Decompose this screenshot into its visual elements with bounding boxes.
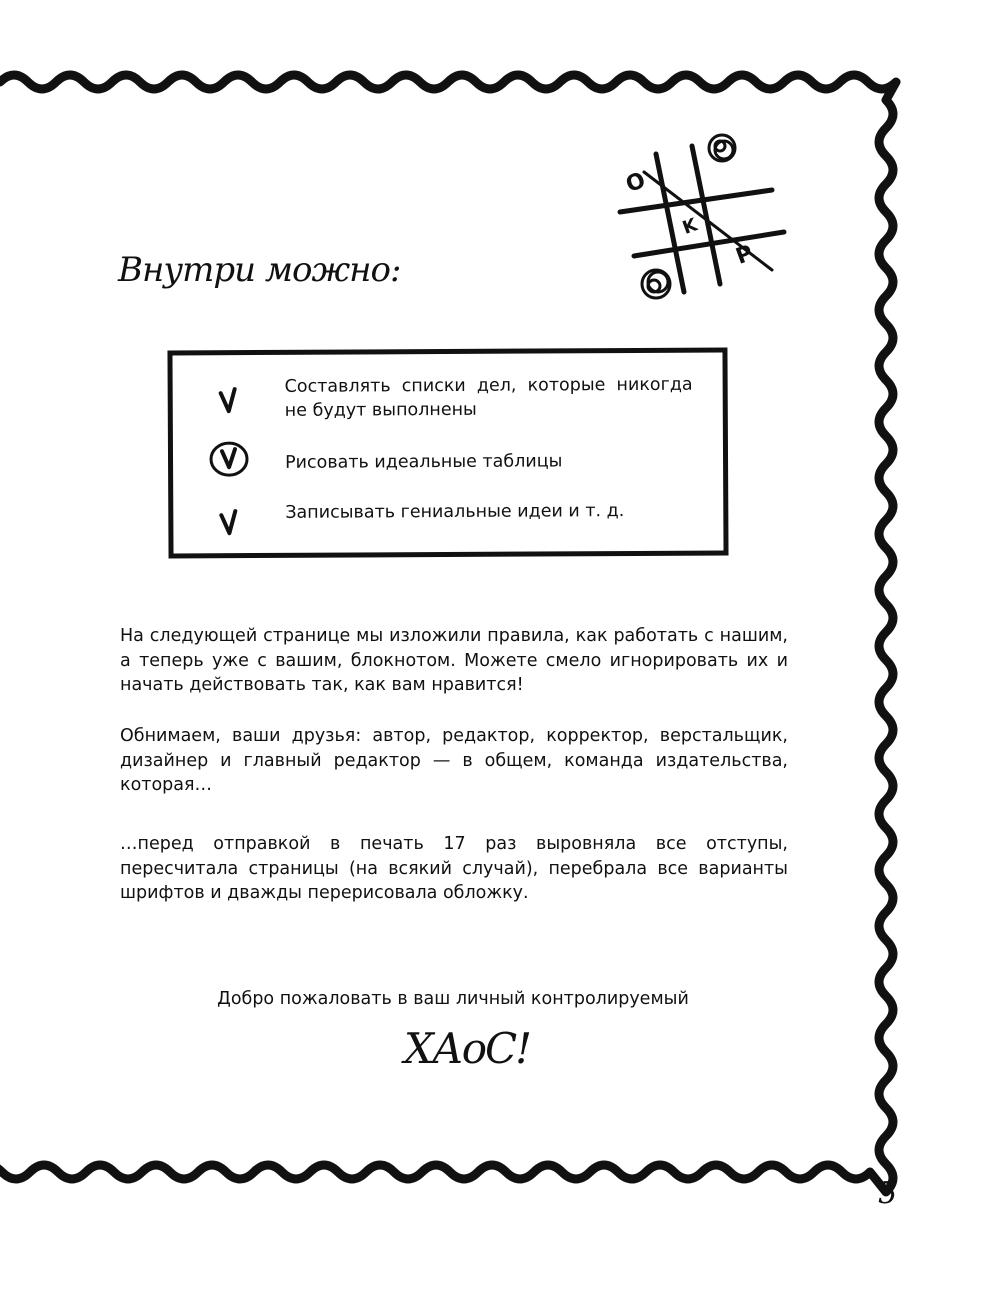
- page-heading: Внутри можно:: [118, 250, 401, 290]
- page-number: 5: [878, 1176, 898, 1211]
- check-icon: [207, 381, 251, 421]
- checklist-item: [173, 449, 723, 473]
- checklist-item: [173, 373, 723, 421]
- ttt-letter: K: [679, 214, 701, 239]
- welcome-text: Добро пожаловать в ваш личный контролируемый: [217, 989, 689, 1009]
- body-paragraph: Обнимаем, ваши друзья: автор, редактор, корректор, верстальщик, дизайнер и главный редактор — в общем, команда издательства, которая…: [120, 726, 788, 795]
- chaos-handwritten: ХАоС!: [404, 1024, 531, 1073]
- checklist-item: [173, 499, 723, 523]
- body-paragraph: …перед отправкой в печать 17 раз выровняла все отступы, пересчитала страницы (на всякий случай), перебрала все варианты шрифтов и дважды перерисовала обложку.: [120, 834, 788, 903]
- grid-line: [692, 146, 720, 284]
- checklist-item-text: Записывать гениальные идеи и т. д.: [285, 501, 625, 523]
- checklist-item-text: Рисовать идеальные таблицы: [284, 451, 563, 473]
- tic-tac-toe-doodle: [604, 124, 794, 314]
- ttt-letter: P: [732, 240, 757, 270]
- check-icon: [207, 503, 251, 543]
- checklist-box: [167, 348, 728, 559]
- checklist-item-text: Составлять списки дел, которые никогда не будут выполнены: [284, 374, 693, 421]
- ttt-letter: O: [622, 168, 649, 198]
- circled-check-icon: [207, 439, 251, 479]
- body-paragraph: На следующей странице мы изложили правила, как работать с нашим, а теперь уже с вашим, блокнотом. Можете смело игнорировать их и начать действовать так, как вам нравится!: [120, 626, 788, 695]
